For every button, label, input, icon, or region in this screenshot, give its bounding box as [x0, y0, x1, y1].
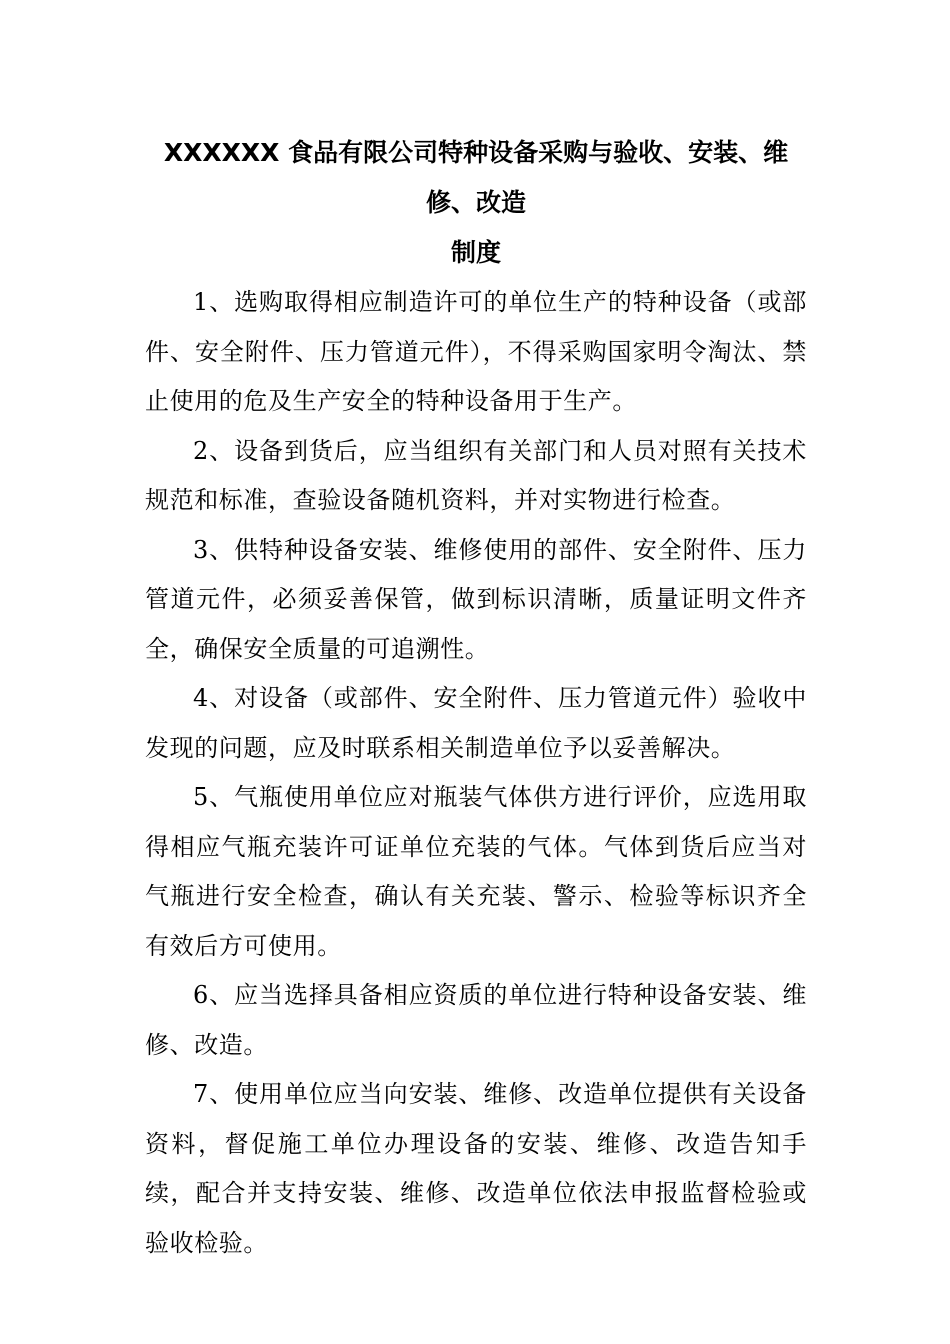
clause-2: 2、设备到货后，应当组织有关部门和人员对照有关技术规范和标准，查验设备随机资料，并对实物进行检查。 — [145, 436, 807, 514]
clause-7: 7、使用单位应当向安装、维修、改造单位提供有关设备资料，督促施工单位办理设备的安装、维修、改造告知手续，配合并支持安装、维修、改造单位依法申报监督检验或验收检验。 — [145, 1080, 807, 1257]
clause-3: 3、供特种设备安装、维修使用的部件、安全附件、压力管道元件，必须妥善保管，做到标识清晰，质量证明文件齐全，确保安全质量的可追溯性。 — [145, 535, 807, 663]
clause-1: 1、选购取得相应制造许可的单位生产的特种设备（或部件、安全附件、压力管道元件），不得采购国家明令淘汰、禁止使用的危及生产安全的特种设备用于生产。 — [145, 288, 807, 415]
document-title — [145, 128, 807, 278]
document-body — [145, 128, 807, 1268]
clause-4: 4、对设备（或部件、安全附件、压力管道元件）验收中发现的问题，应及时联系相关制造单位予以妥善解决。 — [145, 684, 807, 762]
clause-5: 5、气瓶使用单位应对瓶装气体供方进行评价，应选用取得相应气瓶充装许可证单位充装的气体。气体到货后应当对气瓶进行安全检查，确认有关充装、警示、检验等标识齐全有效后方可使用。 — [145, 783, 807, 960]
document-title-line-2: 制度 — [450, 238, 501, 267]
clause-6: 6、应当选择具备相应资质的单位进行特种设备安装、维修、改造。 — [145, 981, 807, 1059]
document-title-line-1: XXXXXX 食品有限公司特种设备采购与验收、安装、维修、改造 — [163, 138, 789, 217]
